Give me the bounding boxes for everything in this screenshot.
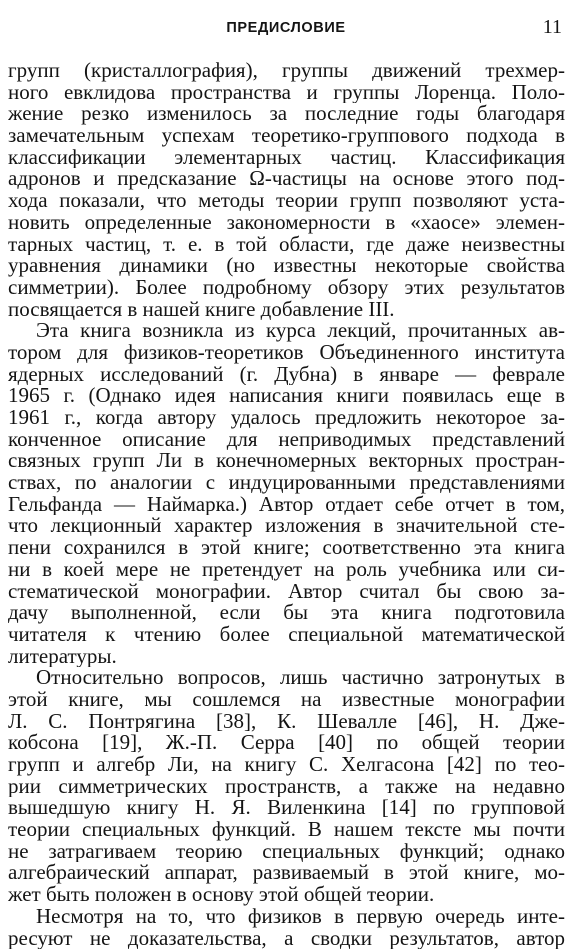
text-line: 1965 г. (Однако идея написания книги появилась еще в: [8, 385, 565, 407]
text-line: Гельфанда — Наймарка.) Автор отдает себе отчет в том,: [8, 494, 565, 516]
running-head: [8, 14, 564, 44]
text-line: тарных частиц, т. е. в той области, где даже неизвестны: [8, 234, 565, 256]
text-line: вышедшую книгу Н. Я. Виленкина [14] по групповой: [8, 797, 565, 819]
text-line: алгебраический аппарат, развиваемый в этой книге, мо-: [8, 862, 565, 884]
text-line: посвящается в нашей книге добавление III.: [8, 299, 565, 321]
text-line: конченное описание для неприводимых представлений: [8, 429, 565, 451]
text-line: ствах, по аналогии с индуцированными представлениями: [8, 472, 565, 494]
text-line: Относительно вопросов, лишь частично затронутых в: [8, 667, 565, 689]
text-line: этой книге, мы сошлемся на известные монографии: [8, 689, 565, 711]
text-line: жение резко изменилось за последние годы благодаря: [8, 103, 565, 125]
text-line: дачу выполненной, если бы эта книга подготовила: [8, 602, 565, 624]
text-line: читателя к чтению более специальной математической: [8, 624, 565, 646]
text-line: стематической монографии. Автор считал бы свою за-: [8, 581, 565, 603]
text-line: ного евклидова пространства и группы Лоренца. Поло-: [8, 82, 565, 104]
page-number: 11: [543, 16, 562, 39]
text-line: групп и алгебр Ли, на книгу С. Хелгасона [42] по тео-: [8, 754, 565, 776]
text-line: пени сохранился в этой книге; соответственно эта книга: [8, 537, 565, 559]
text-line: классификации элементарных частиц. Классификация: [8, 147, 565, 169]
text-line: симметрии). Более подробному обзору этих результатов: [8, 277, 565, 299]
text-line: адронов и предсказание Ω-частицы на основе этого под-: [8, 168, 565, 190]
running-title: ПРЕДИСЛОВИЕ: [8, 20, 564, 36]
text-line: связных групп Ли в конечномерных векторных простран-: [8, 450, 565, 472]
text-line: литературы.: [8, 646, 565, 668]
text-line: ни в коей мере не претендует на роль учебника или си-: [8, 559, 565, 581]
text-line: хода показали, что методы теории групп позволяют уста-: [8, 190, 565, 212]
text-line: групп (кристаллография), группы движений трехмер-: [8, 60, 565, 82]
text-line: кобсона [19], Ж.-П. Серра [40] по общей теории: [8, 732, 565, 754]
text-line: жет быть положен в основу этой общей теории.: [8, 884, 565, 906]
body-text: [8, 60, 565, 949]
text-line: уравнения динамики (но известны некоторые свойства: [8, 255, 565, 277]
text-line: замечательным успехам теоретико-группового подхода в: [8, 125, 565, 147]
text-line: ресуют не доказательства, а сводки результатов, автор: [8, 928, 565, 949]
text-line: не затрагиваем теорию специальных функций; однако: [8, 841, 565, 863]
text-line: тором для физиков-теоретиков Объединенного института: [8, 342, 565, 364]
text-line: что лекционный характер изложения в значительной сте-: [8, 515, 565, 537]
text-line: рии симметрических пространств, а также на недавно: [8, 776, 565, 798]
text-line: Несмотря на то, что физиков в первую очередь инте-: [8, 906, 565, 928]
text-line: новить определенные закономерности в «хаосе» элемен-: [8, 212, 565, 234]
text-line: ядерных исследований (г. Дубна) в январе — феврале: [8, 364, 565, 386]
text-line: Л. С. Понтрягина [38], К. Шевалле [46], Н. Дже-: [8, 711, 565, 733]
text-line: теории специальных функций. В нашем тексте мы почти: [8, 819, 565, 841]
text-line: 1961 г., когда автору удалось предложить некоторое за-: [8, 407, 565, 429]
text-line: Эта книга возникла из курса лекций, прочитанных ав-: [8, 320, 565, 342]
